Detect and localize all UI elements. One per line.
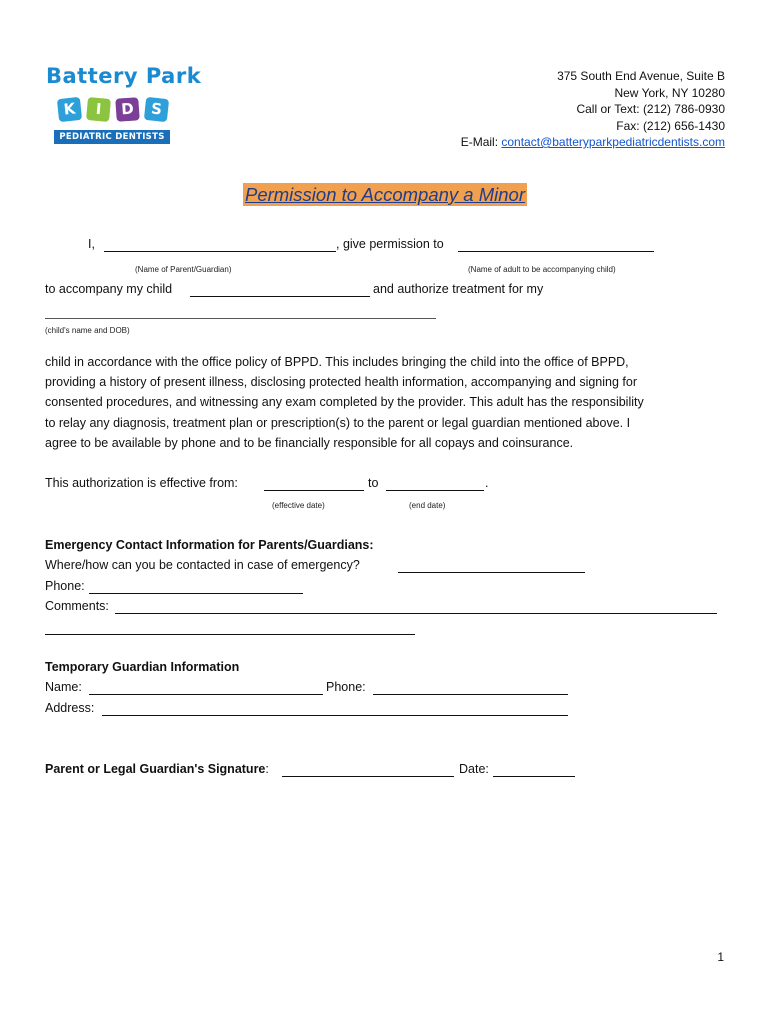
authorization-label: This authorization is effective from: <box>45 476 238 490</box>
emergency-comments-field[interactable] <box>115 613 717 614</box>
end-date-field[interactable] <box>386 490 484 491</box>
child-caption: (child's name and DOB) <box>45 326 130 335</box>
end-caption: (end date) <box>409 501 446 510</box>
form-title-wrap <box>0 184 770 206</box>
logo-kids-letter: K <box>57 97 82 122</box>
emergency-comments-field-2[interactable] <box>45 634 415 635</box>
clinic-address <box>461 68 725 151</box>
effective-date-field[interactable] <box>264 490 364 491</box>
clinic-logo <box>46 64 202 148</box>
temporary-address-field[interactable] <box>102 715 568 716</box>
paragraph-line: consented procedures, and witnessing any exam completed by the provider. This adult has the responsibility <box>45 395 644 410</box>
email-link[interactable]: contact@batteryparkpediatricdentists.com <box>501 135 725 149</box>
signature-colon: : <box>265 762 269 776</box>
paragraph-line: to relay any diagnosis, treatment plan or prescription(s) to the parent or legal guardian mentioned above. I <box>45 415 631 430</box>
emergency-phone-label: Phone: <box>45 579 85 593</box>
adult-caption: (Name of adult to be accompanying child) <box>468 265 616 274</box>
adult-name-field[interactable] <box>458 251 654 252</box>
signature-label: Parent or Legal Guardian's Signature <box>45 762 266 776</box>
logo-kids-letter: I <box>86 97 111 122</box>
emergency-where-field[interactable] <box>398 572 585 573</box>
temporary-name-label: Name: <box>45 680 82 694</box>
temporary-name-field[interactable] <box>89 694 323 695</box>
logo-kids-letter: D <box>115 97 140 122</box>
fax-line: Fax: (212) 656-1430 <box>616 118 725 133</box>
temporary-heading: Temporary Guardian Information <box>45 660 240 674</box>
logo-tagline: PEDIATRIC DENTISTS <box>54 130 170 144</box>
authorization-to: to <box>368 476 379 490</box>
paragraph-line: providing a history of present illness, disclosing protected health information, accompanying and signing for <box>45 375 637 390</box>
authorization-period: . <box>485 476 489 490</box>
paragraph-line: child in accordance with the office policy of BPPD. This includes bringing the child into the office of BPPD, <box>45 355 629 369</box>
email-label: E-Mail: <box>460 135 502 149</box>
logo-wordmark: Battery Park <box>46 64 202 88</box>
signature-date-field[interactable] <box>493 776 575 777</box>
paragraph-line: agree to be available by phone and to be financially responsible for all copays and coinsurance. <box>45 435 574 450</box>
email-line <box>461 134 725 151</box>
address-line: New York, NY 10280 <box>614 85 725 100</box>
temporary-phone-field[interactable] <box>373 694 568 695</box>
policy-paragraph <box>45 352 725 453</box>
form-title: Permission to Accompany a Minor <box>244 184 525 205</box>
emergency-comments-label: Comments: <box>45 599 109 613</box>
emergency-where-label: Where/how can you be contacted in case of emergency? <box>45 558 360 572</box>
address-line: 375 South End Avenue, Suite B <box>557 69 725 83</box>
logo-kids <box>58 98 178 124</box>
temporary-phone-label: Phone: <box>326 680 366 694</box>
give-permission-text: , give permission to <box>336 237 444 251</box>
emergency-phone-field[interactable] <box>89 593 303 594</box>
signature-field[interactable] <box>282 776 454 777</box>
authorize-text: and authorize treatment for my <box>373 282 544 296</box>
emergency-heading: Emergency Contact Information for Parents/Guardians: <box>45 538 374 552</box>
logo-kids-letter: S <box>144 97 169 122</box>
child-dob-field[interactable] <box>45 318 436 319</box>
i-label: I, <box>88 237 95 251</box>
signature-row <box>45 762 269 776</box>
temporary-address-label: Address: <box>45 701 95 715</box>
effective-caption: (effective date) <box>272 501 325 510</box>
page-number: 1 <box>717 950 724 964</box>
parent-caption: (Name of Parent/Guardian) <box>135 265 232 274</box>
phone-line: Call or Text: (212) 786-0930 <box>576 102 725 116</box>
accompany-text: to accompany my child <box>45 282 173 296</box>
parent-name-field[interactable] <box>104 251 336 252</box>
child-name-field[interactable] <box>190 296 370 297</box>
signature-date-label: Date: <box>459 762 489 776</box>
